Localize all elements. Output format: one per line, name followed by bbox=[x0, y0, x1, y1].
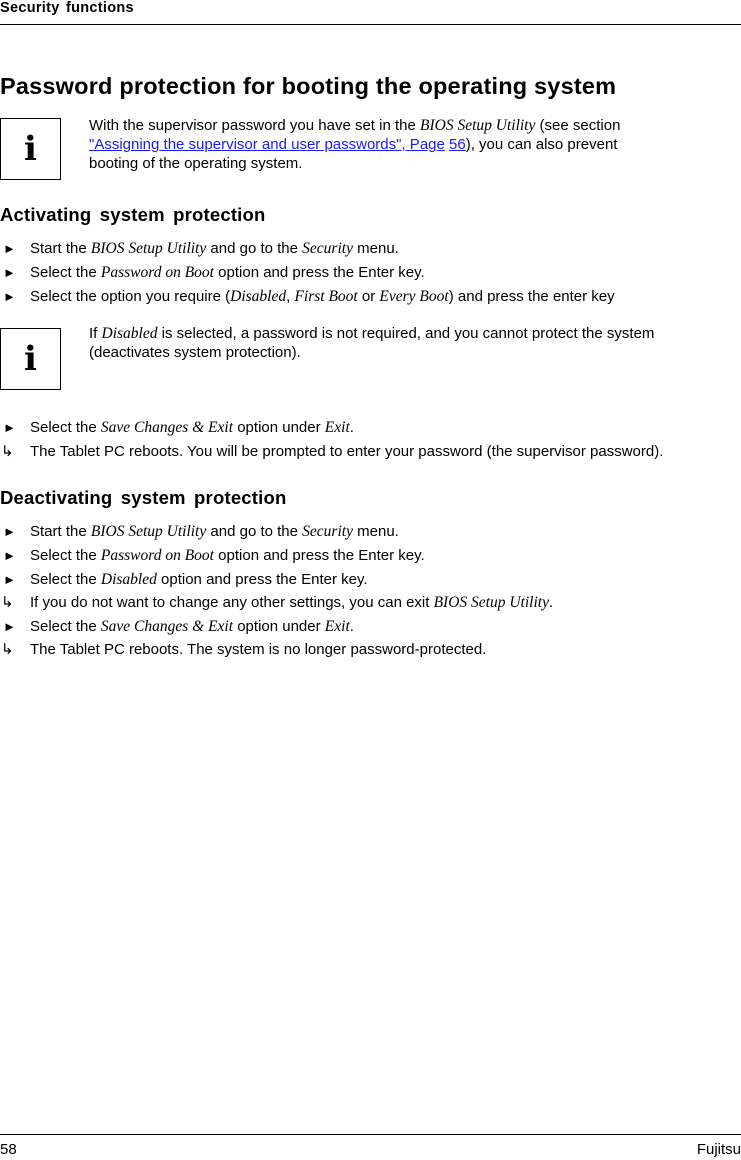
step-select-password-on-boot: ► Select the Password on Boot option and press the Enter key. bbox=[3, 547, 425, 564]
section-heading-deactivating: Deactivating system protection bbox=[0, 487, 287, 508]
step-select-disabled: ► Select the Disabled option and press the Enter key. bbox=[3, 571, 368, 588]
note-text: ), you can also prevent booting of the operating system. bbox=[89, 136, 618, 172]
result-arrow-icon: ↳ bbox=[1, 443, 14, 460]
page-footer bbox=[0, 1134, 741, 1160]
result-reboot-unprotected: ↳ The Tablet PC reboots. The system is no longer password-protected. bbox=[1, 641, 487, 658]
step-start-bios: ► Start the BIOS Setup Utility and go to the Security menu. bbox=[3, 240, 399, 257]
step-save-changes-exit: ► Select the Save Changes & Exit option under Exit. bbox=[3, 618, 354, 635]
step-save-changes-exit: ► Select the Save Changes & Exit option under Exit. bbox=[3, 419, 354, 436]
info-icon-glyph: i bbox=[24, 339, 37, 379]
page-title: Password protection for booting the operating system bbox=[0, 73, 617, 99]
section-heading-activating: Activating system protection bbox=[0, 204, 266, 225]
result-arrow-icon: ↳ bbox=[1, 641, 14, 658]
step-start-bios: ► Start the BIOS Setup Utility and go to the Security menu. bbox=[3, 523, 399, 540]
step-marker-icon: ► bbox=[3, 548, 16, 563]
result-reboot-prompt: ↳ The Tablet PC reboots. You will be prompted to enter your password (the supervisor password). bbox=[1, 443, 664, 460]
brand-name: Fujitsu bbox=[696, 1141, 741, 1158]
note-text: With the supervisor password you have set in the bbox=[89, 117, 420, 134]
step-marker-icon: ► bbox=[3, 420, 16, 435]
section-title: Security functions bbox=[0, 0, 134, 16]
result-exit-bios: ↳ If you do not want to change any other settings, you can exit BIOS Setup Utility. bbox=[1, 594, 554, 611]
running-header bbox=[0, 0, 741, 25]
info-icon bbox=[0, 118, 61, 180]
note-text: (see section bbox=[535, 117, 621, 134]
cross-reference-link[interactable]: "Assigning the supervisor and user passwords", Page bbox=[89, 136, 445, 153]
result-arrow-icon: ↳ bbox=[1, 594, 14, 611]
step-marker-icon: ► bbox=[3, 241, 16, 256]
step-marker-icon: ► bbox=[3, 289, 16, 304]
info-icon-glyph: i bbox=[24, 129, 37, 169]
step-marker-icon: ► bbox=[3, 265, 16, 280]
term-bios-setup-utility: BIOS Setup Utility bbox=[420, 117, 536, 134]
page-number-link[interactable]: 56 bbox=[449, 136, 466, 153]
info-icon bbox=[0, 328, 61, 390]
step-select-password-on-boot: ► Select the Password on Boot option and press the Enter key. bbox=[3, 264, 425, 281]
info-note-disabled: If Disabled is selected, a password is not required, and you cannot protect the system (deactivates system protection). bbox=[89, 325, 655, 361]
step-select-option: ► Select the option you require (Disabled, First Boot or Every Boot) and press the enter key bbox=[3, 288, 615, 305]
step-marker-icon: ► bbox=[3, 619, 16, 634]
page-number: 58 bbox=[0, 1141, 17, 1158]
info-note-supervisor-password bbox=[89, 116, 661, 173]
step-marker-icon: ► bbox=[3, 524, 16, 539]
step-marker-icon: ► bbox=[3, 572, 16, 587]
